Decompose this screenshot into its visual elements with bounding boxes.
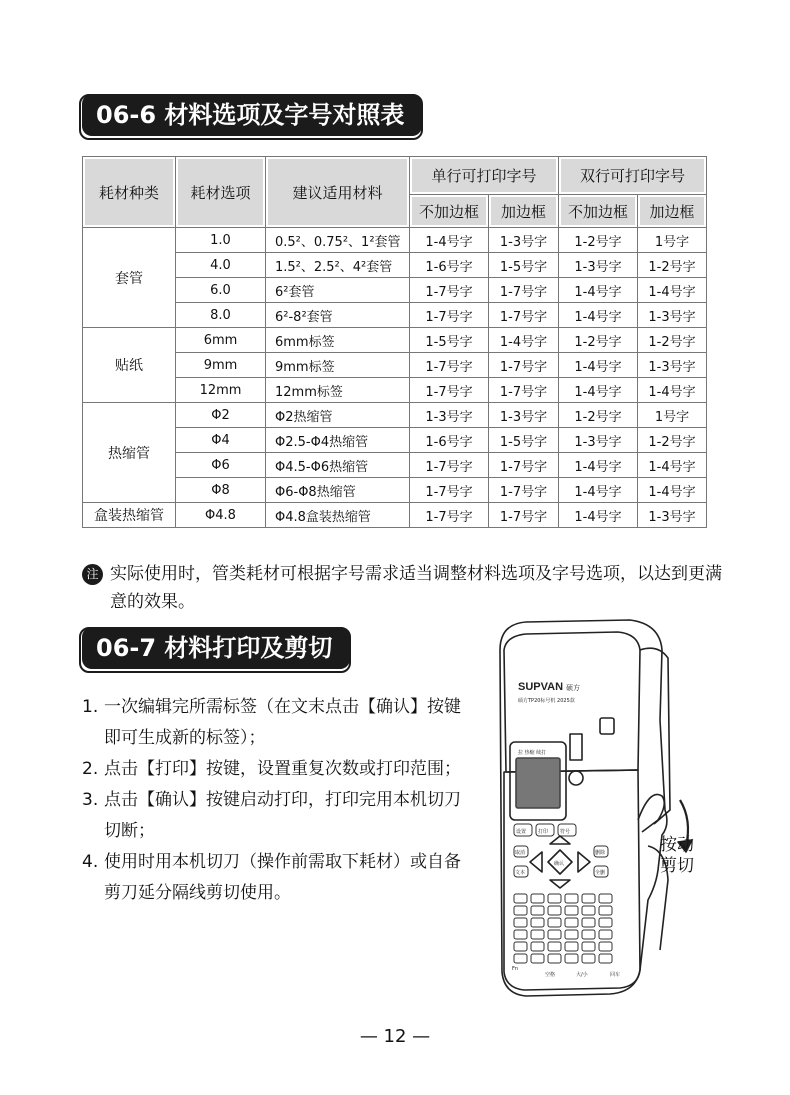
material-cell: 6²-8²套管 — [266, 303, 410, 328]
single-no-border-cell: 1-7号字 — [410, 378, 489, 403]
double-no-border-cell: 1-4号字 — [559, 453, 638, 478]
keypad-key — [582, 918, 595, 927]
table-row — [83, 253, 707, 278]
keypad-key — [514, 930, 527, 939]
key-symbol: 符号 — [560, 829, 571, 835]
keypad-key — [599, 894, 612, 903]
consumable-type-cell: 热缩管 — [83, 403, 176, 503]
header-single-border: 加边框 — [489, 195, 559, 228]
option-cell: Φ2 — [176, 403, 266, 428]
consumable-type-cell: 套管 — [83, 228, 176, 328]
keypad-key — [582, 942, 595, 951]
keypad-key — [565, 954, 578, 963]
keypad-key — [582, 894, 595, 903]
key-enter: 回车 — [610, 972, 621, 978]
keypad-key — [548, 894, 561, 903]
header-suggested-material: 建议适用材料 — [266, 157, 410, 228]
key-text: 文本 — [515, 870, 526, 876]
keypad-key — [531, 930, 544, 939]
key-fn: Fn — [512, 966, 519, 972]
keypad-key — [582, 930, 595, 939]
single-no-border-cell: 1-7号字 — [410, 353, 489, 378]
model-label: 硕方TP20标号机 2025款 — [518, 698, 575, 704]
double-border-cell: 1-2号字 — [638, 328, 707, 353]
single-border-cell: 1-5号字 — [489, 253, 559, 278]
keypad-key — [531, 954, 544, 963]
keypad-key — [599, 930, 612, 939]
brand-logo-cn: 硕方 — [566, 684, 580, 692]
material-cell: 6²套管 — [266, 278, 410, 303]
note-text: 实际使用时，管类耗材可根据字号需求适当调整材料选项及字号选项，以达到更满意的效果。 — [110, 564, 722, 612]
usage-note — [82, 560, 732, 616]
keypad-key — [582, 954, 595, 963]
single-no-border-cell: 1-7号字 — [410, 278, 489, 303]
double-border-cell: 1-4号字 — [638, 478, 707, 503]
material-cell: Φ2热缩管 — [266, 403, 410, 428]
key-settings: 设置 — [516, 829, 527, 835]
header-double-line: 双行可打印字号 — [559, 157, 707, 195]
keypad-key — [531, 894, 544, 903]
header-single-no-border: 不加边框 — [410, 195, 489, 228]
double-border-cell: 1-3号字 — [638, 353, 707, 378]
double-no-border-cell: 1-4号字 — [559, 478, 638, 503]
keypad-key — [548, 930, 561, 939]
table-row — [83, 378, 707, 403]
table-row — [83, 328, 707, 353]
keypad-key — [548, 906, 561, 915]
table-body — [83, 228, 707, 528]
key-shift: 大/小 — [576, 972, 588, 978]
table-row — [83, 303, 707, 328]
single-border-cell: 1-3号字 — [489, 403, 559, 428]
option-cell: 6mm — [176, 328, 266, 353]
keypad-key — [531, 942, 544, 951]
keypad-key — [514, 894, 527, 903]
material-cell: Φ4.8盒装热缩管 — [266, 503, 410, 528]
double-no-border-cell: 1-3号字 — [559, 253, 638, 278]
keypad-key — [514, 906, 527, 915]
key-space: 空格 — [545, 972, 556, 978]
list-item: 1. 一次编辑完所需标签（在文末点击【确认】按键即可生成新的标签）； — [82, 697, 461, 748]
cut-label-line1: 按动 — [660, 835, 694, 855]
double-border-cell: 1号字 — [638, 228, 707, 253]
double-no-border-cell: 1-4号字 — [559, 378, 638, 403]
single-no-border-cell: 1-4号字 — [410, 228, 489, 253]
double-border-cell: 1-4号字 — [638, 453, 707, 478]
single-no-border-cell: 1-6号字 — [410, 428, 489, 453]
double-border-cell: 1-2号字 — [638, 253, 707, 278]
keypad-key — [565, 906, 578, 915]
double-border-cell: 1号字 — [638, 403, 707, 428]
single-border-cell: 1-7号字 — [489, 278, 559, 303]
single-no-border-cell: 1-3号字 — [410, 403, 489, 428]
keypad-key — [599, 906, 612, 915]
list-item: 2. 点击【打印】按键，设置重复次数或打印范围； — [82, 759, 461, 779]
keypad-key — [514, 942, 527, 951]
header-consumable-type: 耗材种类 — [83, 157, 176, 228]
key-print: 打印 — [538, 829, 549, 835]
keypad-key — [565, 942, 578, 951]
material-cell: Φ2.5-Φ4热缩管 — [266, 428, 410, 453]
single-border-cell: 1-4号字 — [489, 328, 559, 353]
key-clear-all: 全删 — [595, 870, 606, 876]
keypad-key — [599, 954, 612, 963]
keypad-key — [548, 942, 561, 951]
section-heading-material-table: 06-6 材料选项及字号对照表 — [82, 94, 422, 136]
double-no-border-cell: 1-2号字 — [559, 403, 638, 428]
double-border-cell: 1-3号字 — [638, 303, 707, 328]
option-cell: Φ8 — [176, 478, 266, 503]
single-border-cell: 1-3号字 — [489, 228, 559, 253]
table-row — [83, 403, 707, 428]
table-row — [83, 228, 707, 253]
single-no-border-cell: 1-7号字 — [410, 303, 489, 328]
material-cell: 6mm标签 — [266, 328, 410, 353]
material-cell: 12mm标签 — [266, 378, 410, 403]
option-cell: 6.0 — [176, 278, 266, 303]
single-no-border-cell: 1-7号字 — [410, 478, 489, 503]
table-row — [83, 453, 707, 478]
key-ok: 确认 — [554, 861, 565, 867]
table-row — [83, 428, 707, 453]
double-border-cell: 1-2号字 — [638, 428, 707, 453]
label-printer-illustration — [490, 610, 720, 1010]
page-number: — 12 — — [359, 1026, 431, 1047]
option-cell: Φ4.8 — [176, 503, 266, 528]
keypad-key — [599, 918, 612, 927]
option-cell: 1.0 — [176, 228, 266, 253]
option-cell: 8.0 — [176, 303, 266, 328]
keypad-key — [565, 930, 578, 939]
single-no-border-cell: 1-7号字 — [410, 503, 489, 528]
option-cell: 12mm — [176, 378, 266, 403]
double-no-border-cell: 1-4号字 — [559, 303, 638, 328]
consumable-type-cell: 盒装热缩管 — [83, 503, 176, 528]
list-item: 4. 使用时用本机切刀（操作前需取下耗材）或自备剪刀延分隔线剪切使用。 — [82, 852, 461, 903]
material-cell: 0.5²、0.75²、1²套管 — [266, 228, 410, 253]
single-border-cell: 1-7号字 — [489, 478, 559, 503]
double-border-cell: 1-3号字 — [638, 503, 707, 528]
single-no-border-cell: 1-7号字 — [410, 453, 489, 478]
single-border-cell: 1-7号字 — [489, 303, 559, 328]
material-font-size-table — [82, 156, 707, 528]
keypad-key — [548, 918, 561, 927]
key-cancel: 取消 — [515, 850, 526, 856]
material-cell: 9mm标签 — [266, 353, 410, 378]
keypad-key — [582, 906, 595, 915]
steps-list — [82, 692, 482, 909]
single-no-border-cell: 1-5号字 — [410, 328, 489, 353]
double-border-cell: 1-4号字 — [638, 378, 707, 403]
key-delete: 删除 — [595, 850, 606, 856]
double-no-border-cell: 1-4号字 — [559, 503, 638, 528]
double-no-border-cell: 1-4号字 — [559, 353, 638, 378]
screen-status-text: 拉 热缩 续打 — [518, 750, 547, 756]
material-cell: Φ6-Φ8热缩管 — [266, 478, 410, 503]
header-consumable-option: 耗材选项 — [176, 157, 266, 228]
table-row — [83, 478, 707, 503]
table-row — [83, 503, 707, 528]
material-cell: 1.5²、2.5²、4²套管 — [266, 253, 410, 278]
cut-label-line2: 剪切 — [660, 856, 694, 876]
keypad-key — [531, 906, 544, 915]
double-no-border-cell: 1-3号字 — [559, 428, 638, 453]
header-double-border: 加边框 — [638, 195, 707, 228]
double-no-border-cell: 1-4号字 — [559, 278, 638, 303]
option-cell: 4.0 — [176, 253, 266, 278]
keypad-key — [514, 918, 527, 927]
header-double-no-border: 不加边框 — [559, 195, 638, 228]
section-heading-print-cut: 06-7 材料打印及剪切 — [82, 627, 350, 669]
header-single-line: 单行可打印字号 — [410, 157, 559, 195]
single-border-cell: 1-7号字 — [489, 353, 559, 378]
double-border-cell: 1-4号字 — [638, 278, 707, 303]
option-cell: Φ4 — [176, 428, 266, 453]
brand-logo: SUPVAN — [518, 681, 564, 693]
consumable-type-cell: 贴纸 — [83, 328, 176, 403]
option-cell: Φ6 — [176, 453, 266, 478]
double-no-border-cell: 1-2号字 — [559, 328, 638, 353]
keypad-key — [565, 894, 578, 903]
keypad-key — [565, 918, 578, 927]
keypad-key — [548, 954, 561, 963]
table-row — [83, 353, 707, 378]
single-no-border-cell: 1-6号字 — [410, 253, 489, 278]
single-border-cell: 1-5号字 — [489, 428, 559, 453]
material-cell: Φ4.5-Φ6热缩管 — [266, 453, 410, 478]
list-item: 3. 点击【确认】按键启动打印，打印完用本机切刀切断； — [82, 790, 461, 841]
keypad-key — [531, 918, 544, 927]
option-cell: 9mm — [176, 353, 266, 378]
keypad-key — [514, 954, 527, 963]
note-icon: 注 — [82, 564, 103, 585]
single-border-cell: 1-7号字 — [489, 453, 559, 478]
single-border-cell: 1-7号字 — [489, 378, 559, 403]
single-border-cell: 1-7号字 — [489, 503, 559, 528]
double-no-border-cell: 1-2号字 — [559, 228, 638, 253]
keypad-key — [599, 942, 612, 951]
table-row — [83, 278, 707, 303]
